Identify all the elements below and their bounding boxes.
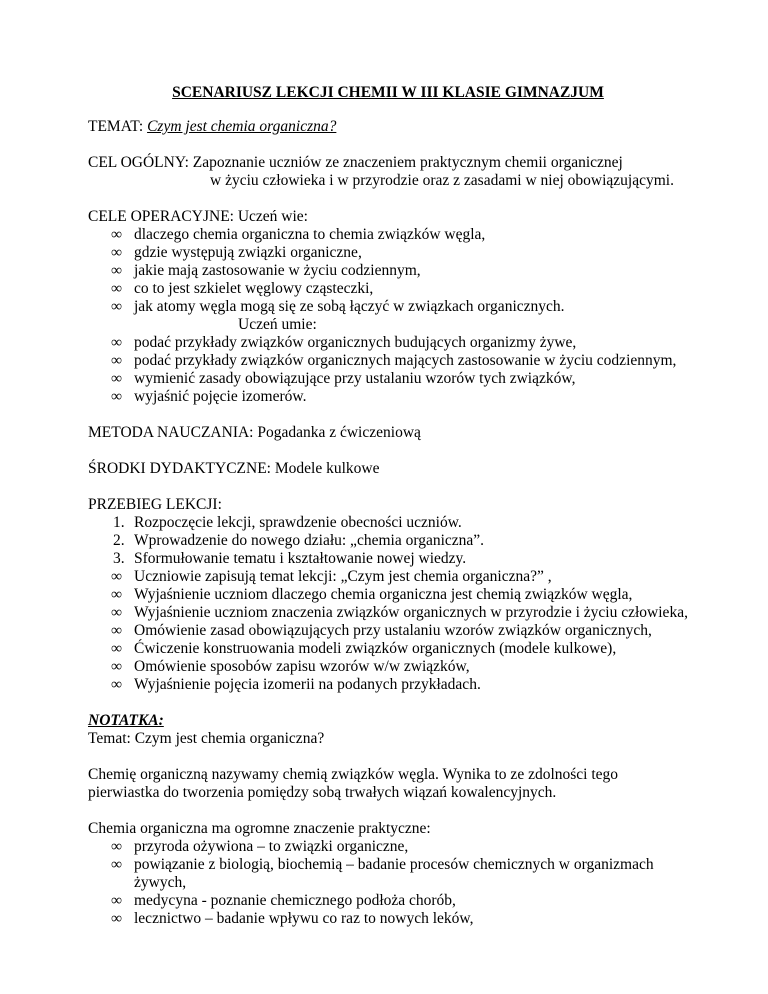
topic-section [88, 118, 688, 136]
significance-item [88, 892, 688, 910]
lesson-activity-item [88, 586, 688, 604]
lesson-course-section [88, 496, 688, 694]
infinity-bullet-icon: ∞ [111, 334, 123, 351]
lesson-activity-item [88, 604, 688, 622]
infinity-bullet-icon: ∞ [111, 262, 123, 279]
note-section [88, 712, 688, 748]
infinity-bullet-icon: ∞ [111, 568, 123, 585]
lesson-step-item [88, 550, 688, 568]
infinity-bullet-icon: ∞ [111, 280, 123, 297]
step-text: Rozpoczęcie lekcji, sprawdzenie obecności uczniów. [134, 514, 462, 531]
infinity-bullet-icon: ∞ [111, 388, 123, 405]
knows-item [88, 262, 688, 280]
infinity-bullet-icon: ∞ [111, 586, 123, 603]
infinity-bullet-icon: ∞ [111, 910, 123, 927]
infinity-bullet-icon: ∞ [111, 676, 123, 693]
knows-list [88, 226, 688, 316]
note-paragraph-text: Chemia organiczna ma ogromne znaczenie praktyczne: [88, 820, 431, 837]
infinity-bullet-icon: ∞ [111, 856, 123, 873]
method-section [88, 424, 688, 442]
lesson-activity-item [88, 640, 688, 658]
infinity-bullet-icon: ∞ [111, 370, 123, 387]
document-title: SCENARIUSZ LEKCJI CHEMII W III KLASIE GIMNAZJUM [172, 84, 604, 101]
list-item-text: Omówienie zasad obowiązujących przy ustalaniu wzorów związków organicznych, [134, 622, 652, 639]
can-do-item [88, 370, 688, 388]
general-goal-label: CEL OGÓLNY: [88, 154, 193, 171]
step-text: Sformułowanie tematu i kształtowanie nowej wiedzy. [134, 550, 467, 567]
list-item-text: Wyjaśnienie pojęcia izomerii na podanych przykładach. [134, 676, 481, 693]
note-label: NOTATKA: [88, 712, 164, 729]
list-item-text: co to jest szkielet węglowy cząsteczki, [134, 280, 374, 297]
infinity-bullet-icon: ∞ [111, 622, 123, 639]
lesson-course-label: PRZEBIEG LEKCJI: [88, 496, 222, 513]
lesson-activity-item [88, 622, 688, 640]
list-item-text: Omówienie sposobów zapisu wzorów w/w związków, [134, 658, 470, 675]
note-paragraph-1 [88, 766, 688, 802]
note-topic: Temat: Czym jest chemia organiczna? [88, 730, 325, 747]
lesson-activities-list [88, 568, 688, 694]
list-item-text: przyroda ożywiona – to związki organiczne, [134, 838, 409, 855]
knows-item [88, 244, 688, 262]
list-item-text: jakie mają zastosowanie w życiu codziennym, [134, 262, 421, 279]
topic-value: Czym jest chemia organiczna? [147, 118, 337, 135]
list-item-text: Uczniowie zapisują temat lekcji: „Czym jest chemia organiczna?” , [134, 568, 552, 585]
infinity-bullet-icon: ∞ [111, 352, 123, 369]
significance-item [88, 856, 688, 892]
infinity-bullet-icon: ∞ [111, 604, 123, 621]
list-item-text: wymienić zasady obowiązujące przy ustalaniu wzorów tych związków, [134, 370, 576, 387]
list-item-text: Ćwiczenie konstruowania modeli związków organicznych (modele kulkowe), [134, 640, 617, 657]
lesson-steps-list [88, 514, 688, 568]
lesson-activity-item [88, 658, 688, 676]
method-text: METODA NAUCZANIA: Pogadanka z ćwiczeniową [88, 424, 421, 441]
step-number: 3. [113, 550, 125, 567]
infinity-bullet-icon: ∞ [111, 244, 123, 261]
knows-item [88, 298, 688, 316]
infinity-bullet-icon: ∞ [111, 658, 123, 675]
general-goal-line1: Zapoznanie uczniów ze znaczeniem praktycznym chemii organicznej [192, 154, 623, 171]
list-item-text: powiązanie z biologią, biochemią – badanie procesów chemicznych w organizmach żywych, [134, 856, 654, 891]
lesson-step-item [88, 514, 688, 532]
list-item-text: podać przykłady związków organicznych mających zastosowanie w życiu codziennym, [134, 352, 677, 369]
can-do-item [88, 334, 688, 352]
infinity-bullet-icon: ∞ [111, 298, 123, 315]
general-goal-line2: w życiu człowieka i w przyrodzie oraz z zasadami w niej obowiązującymi. [210, 172, 674, 189]
general-goal-section [88, 154, 688, 190]
significance-item [88, 838, 688, 856]
step-text: Wprowadzenie do nowego działu: „chemia organiczna”. [134, 532, 485, 549]
knows-item [88, 280, 688, 298]
aids-section [88, 460, 688, 478]
note-paragraph-2 [88, 820, 688, 928]
list-item-text: dlaczego chemia organiczna to chemia związków węgla, [134, 226, 486, 243]
aids-text: ŚRODKI DYDAKTYCZNE: Modele kulkowe [88, 460, 380, 477]
operational-goals-label: CELE OPERACYJNE: Uczeń wie: [88, 208, 308, 225]
step-number: 2. [113, 532, 125, 549]
operational-goals-section [88, 208, 688, 406]
significance-item [88, 910, 688, 928]
infinity-bullet-icon: ∞ [111, 640, 123, 657]
infinity-bullet-icon: ∞ [111, 892, 123, 909]
step-number: 1. [113, 514, 125, 531]
topic-label: TEMAT: [88, 118, 148, 135]
list-item-text: wyjaśnić pojęcie izomerów. [134, 388, 307, 405]
can-do-list [88, 334, 688, 406]
lesson-activity-item [88, 676, 688, 694]
lesson-step-item [88, 532, 688, 550]
lesson-activity-item [88, 568, 688, 586]
knows-item [88, 226, 688, 244]
list-item-text: jak atomy węgla mogą się ze sobą łączyć w związkach organicznych. [134, 298, 565, 315]
can-do-item [88, 352, 688, 370]
infinity-bullet-icon: ∞ [111, 226, 123, 243]
list-item-text: podać przykłady związków organicznych budujących organizmy żywe, [134, 334, 577, 351]
document-page [88, 84, 688, 928]
list-item-text: gdzie występują związki organiczne, [134, 244, 362, 261]
can-do-item [88, 388, 688, 406]
list-item-text: medycyna - poznanie chemicznego podłoża chorób, [134, 892, 456, 909]
note-paragraph-text: Chemię organiczną nazywamy chemią związków węgla. Wynika to ze zdolności tego pierwiastka do tworzenia pomiędzy sobą trwałych wiązań kowalencyjnych. [88, 766, 619, 801]
list-item-text: lecznictwo – badanie wpływu co raz to nowych leków, [134, 910, 474, 927]
list-item-text: Wyjaśnienie uczniom dlaczego chemia organiczna jest chemią związków węgla, [134, 586, 633, 603]
list-item-text: Wyjaśnienie uczniom znaczenia związków organicznych w przyrodzie i życiu człowieka, [134, 604, 688, 621]
infinity-bullet-icon: ∞ [111, 838, 123, 855]
significance-list [88, 838, 688, 928]
can-do-label: Uczeń umie: [238, 316, 317, 333]
